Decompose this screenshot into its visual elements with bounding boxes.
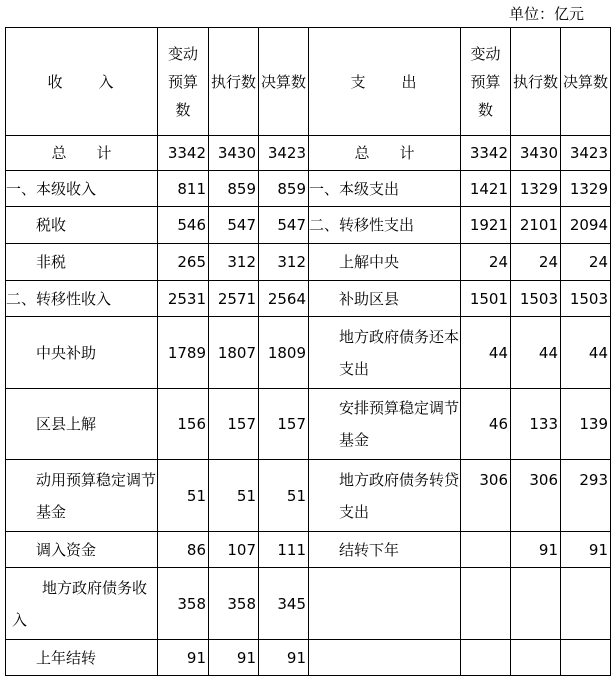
expenditure-adjusted: 46 [461, 389, 511, 460]
table-row [6, 136, 611, 171]
expenditure-adjusted: 306 [461, 460, 511, 532]
expenditure-adjusted: 1501 [461, 281, 511, 317]
income-label: 调入资金 [6, 532, 158, 568]
expenditure-final: 3423 [561, 136, 611, 171]
income-label: 上年结转 [6, 640, 158, 676]
income-executed: 1807 [209, 317, 259, 389]
income-adjusted: 3342 [158, 136, 209, 171]
income-adjusted: 86 [158, 532, 209, 568]
expenditure-final: 44 [561, 317, 611, 389]
table-row [6, 281, 611, 317]
expenditure-executed: 306 [511, 460, 561, 532]
unit-label: 单位：亿元 [508, 5, 584, 23]
table-row [6, 460, 611, 532]
expenditure-adjusted: 1421 [461, 171, 511, 207]
table-row [6, 389, 611, 460]
final-header: 决算数 [259, 28, 309, 136]
income-final: 3423 [259, 136, 309, 171]
income-adjusted: 546 [158, 207, 209, 244]
expenditure-header: 支 出 [309, 28, 461, 136]
income-adjusted: 2531 [158, 281, 209, 317]
expenditure-final: 2094 [561, 207, 611, 244]
income-label: 二、转移性收入 [6, 281, 158, 317]
income-final: 91 [259, 640, 309, 676]
adjusted-budget-header-2: 变动预算数 [461, 28, 511, 136]
expenditure-label: 结转下年 [309, 532, 461, 568]
table-row [6, 207, 611, 244]
income-adjusted: 156 [158, 389, 209, 460]
expenditure-executed [511, 568, 561, 640]
expenditure-executed: 2101 [511, 207, 561, 244]
table-row [6, 568, 611, 640]
income-label: 税收 [6, 207, 158, 244]
table-row [6, 244, 611, 281]
table-row [6, 532, 611, 568]
income-label: 区县上解 [6, 389, 158, 460]
income-label: 动用预算稳定调节基金 [6, 460, 158, 532]
expenditure-final: 139 [561, 389, 611, 460]
expenditure-final: 1503 [561, 281, 611, 317]
income-final: 547 [259, 207, 309, 244]
expenditure-final: 293 [561, 460, 611, 532]
income-adjusted: 265 [158, 244, 209, 281]
income-label: 总 计 [6, 136, 158, 171]
income-adjusted: 358 [158, 568, 209, 640]
income-executed: 157 [209, 389, 259, 460]
income-final: 157 [259, 389, 309, 460]
executed-header-2: 执行数 [511, 28, 561, 136]
expenditure-adjusted: 1921 [461, 207, 511, 244]
expenditure-label: 补助区县 [309, 281, 461, 317]
expenditure-adjusted: 44 [461, 317, 511, 389]
income-label: 地方政府债务收入 [6, 568, 158, 640]
income-label: 一、本级收入 [6, 171, 158, 207]
income-final: 1809 [259, 317, 309, 389]
income-executed: 3430 [209, 136, 259, 171]
table-row [6, 640, 611, 676]
expenditure-final [561, 568, 611, 640]
expenditure-executed: 133 [511, 389, 561, 460]
expenditure-final: 1329 [561, 171, 611, 207]
expenditure-label [309, 640, 461, 676]
expenditure-label: 地方政府债务还本支出 [309, 317, 461, 389]
income-executed: 51 [209, 460, 259, 532]
income-adjusted: 51 [158, 460, 209, 532]
expenditure-adjusted [461, 640, 511, 676]
expenditure-final: 24 [561, 244, 611, 281]
expenditure-adjusted [461, 532, 511, 568]
expenditure-label: 安排预算稳定调节基金 [309, 389, 461, 460]
income-executed: 859 [209, 171, 259, 207]
income-label: 中央补助 [6, 317, 158, 389]
income-final: 345 [259, 568, 309, 640]
expenditure-executed: 44 [511, 317, 561, 389]
income-adjusted: 1789 [158, 317, 209, 389]
income-executed: 91 [209, 640, 259, 676]
expenditure-executed: 3430 [511, 136, 561, 171]
income-final: 51 [259, 460, 309, 532]
income-final: 2564 [259, 281, 309, 317]
expenditure-label: 二、转移性支出 [309, 207, 461, 244]
expenditure-label: 上解中央 [309, 244, 461, 281]
expenditure-adjusted [461, 568, 511, 640]
adjusted-budget-header: 变动预算数 [158, 28, 209, 136]
expenditure-executed: 91 [511, 532, 561, 568]
income-executed: 358 [209, 568, 259, 640]
income-executed: 2571 [209, 281, 259, 317]
income-adjusted: 91 [158, 640, 209, 676]
income-executed: 547 [209, 207, 259, 244]
final-header-2: 决算数 [561, 28, 611, 136]
income-executed: 312 [209, 244, 259, 281]
expenditure-label: 总 计 [309, 136, 461, 171]
expenditure-executed: 1503 [511, 281, 561, 317]
expenditure-label: 地方政府债务转贷支出 [309, 460, 461, 532]
expenditure-label: 一、本级支出 [309, 171, 461, 207]
expenditure-adjusted: 24 [461, 244, 511, 281]
table-row [6, 171, 611, 207]
income-executed: 107 [209, 532, 259, 568]
income-header: 收 入 [6, 28, 158, 136]
income-final: 312 [259, 244, 309, 281]
expenditure-final [561, 640, 611, 676]
header-row [6, 28, 611, 136]
expenditure-executed: 1329 [511, 171, 561, 207]
executed-header: 执行数 [209, 28, 259, 136]
expenditure-executed [511, 640, 561, 676]
table-row [6, 317, 611, 389]
budget-table [5, 27, 611, 676]
income-final: 111 [259, 532, 309, 568]
income-label: 非税 [6, 244, 158, 281]
expenditure-adjusted: 3342 [461, 136, 511, 171]
expenditure-final: 91 [561, 532, 611, 568]
income-adjusted: 811 [158, 171, 209, 207]
expenditure-label [309, 568, 461, 640]
expenditure-executed: 24 [511, 244, 561, 281]
income-final: 859 [259, 171, 309, 207]
